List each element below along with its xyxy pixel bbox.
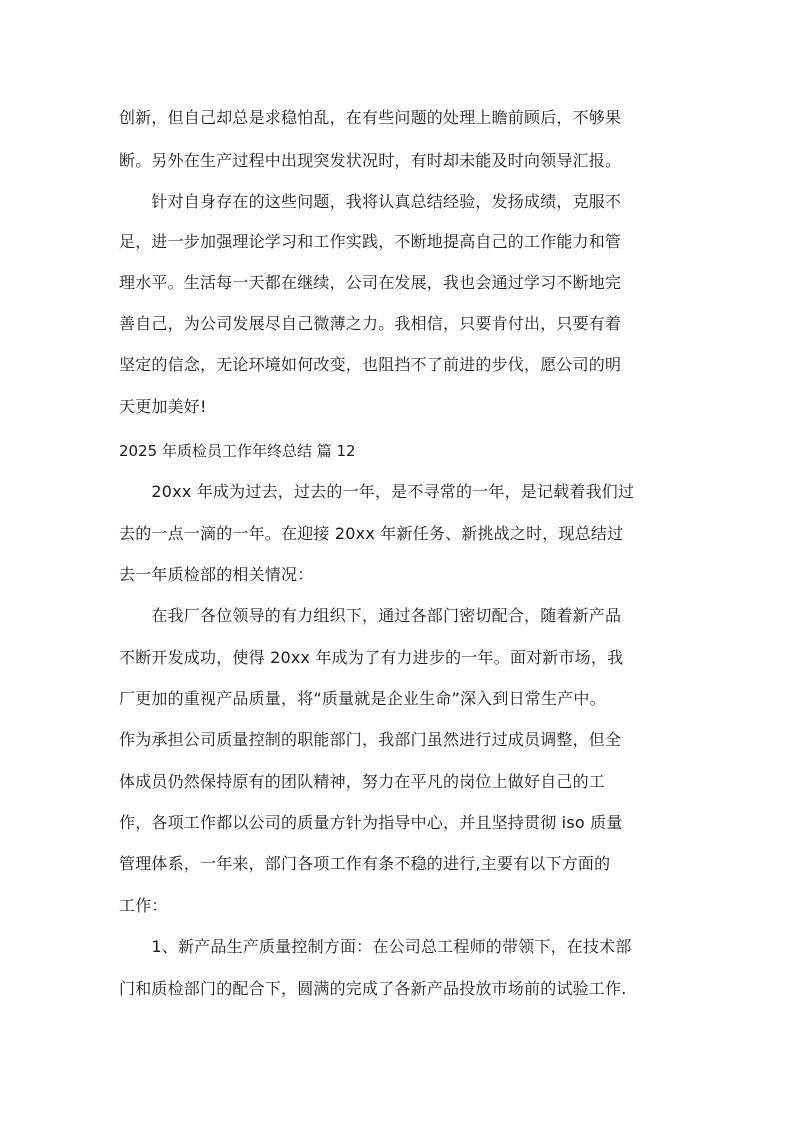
text-line-13: 不断开发成功，使得 20xx 年成为了有力进步的一年。面对新市场，我 — [119, 648, 624, 667]
text-line-2: 断。另外在生产过程中出现突发状况时，有时却未能及时向领导汇报。 — [119, 151, 622, 170]
text-line-3: 针对自身存在的这些问题，我将认真总结经验，发扬成绩，克服不 — [119, 192, 622, 211]
text-line-20: 1、新产品生产质量控制方面：在公司总工程师的带领下，在技术部 — [119, 937, 632, 956]
text-line-6: 善自己，为公司发展尽自己微薄之力。我相信，只要肯付出，只要有着 — [119, 314, 622, 333]
text-line-8: 天更加美好! — [119, 397, 207, 416]
text-line-18: 管理体系，一年来，部门各项工作有条不稳的进行,主要有以下方面的 — [119, 854, 611, 873]
text-line-1: 创新，但自己却总是求稳怕乱，在有些问题的处理上瞻前顾后，不够果 — [119, 108, 622, 127]
section-heading: 2025 年质检员工作年终总结 篇 12 — [119, 442, 356, 460]
text-line-17: 作，各项工作都以公司的质量方针为指导中心，并且坚持贯彻 iso 质量 — [119, 813, 623, 832]
text-line-9: 20xx 年成为过去，过去的一年，是不寻常的一年，是记载着我们过 — [119, 482, 635, 501]
text-line-7: 坚定的信念，无论环境如何改变，也阻挡不了前进的步伐，愿公司的明 — [119, 355, 622, 374]
text-line-19: 工作： — [119, 896, 168, 915]
text-line-16: 体成员仍然保持原有的团队精神，努力在平凡的岗位上做好自己的工 — [119, 772, 606, 791]
text-line-12: 在我厂各位领导的有力组织下，通过各部门密切配合，随着新产品 — [119, 606, 622, 625]
text-line-5: 理水平。生活每一天都在继续，公司在发展，我也会通过学习不断地完 — [119, 273, 622, 292]
text-line-11: 去一年质检部的相关情况： — [119, 565, 314, 584]
text-line-14: 厂更加的重视产品质量，将“质量就是企业生命”深入到日常生产中。 — [119, 689, 606, 708]
text-line-4: 足，进一步加强理论学习和工作实践，不断地提高自己的工作能力和管 — [119, 232, 622, 251]
text-line-15: 作为承担公司质量控制的职能部门，我部门虽然进行过成员调整，但全 — [119, 730, 622, 749]
text-line-21: 门和质检部门的配合下，圆满的完成了各新产品投放市场前的试验工作. — [119, 979, 627, 998]
text-line-10: 去的一点一滴的一年。在迎接 20xx 年新任务、新挑战之时，现总结过 — [119, 524, 624, 543]
